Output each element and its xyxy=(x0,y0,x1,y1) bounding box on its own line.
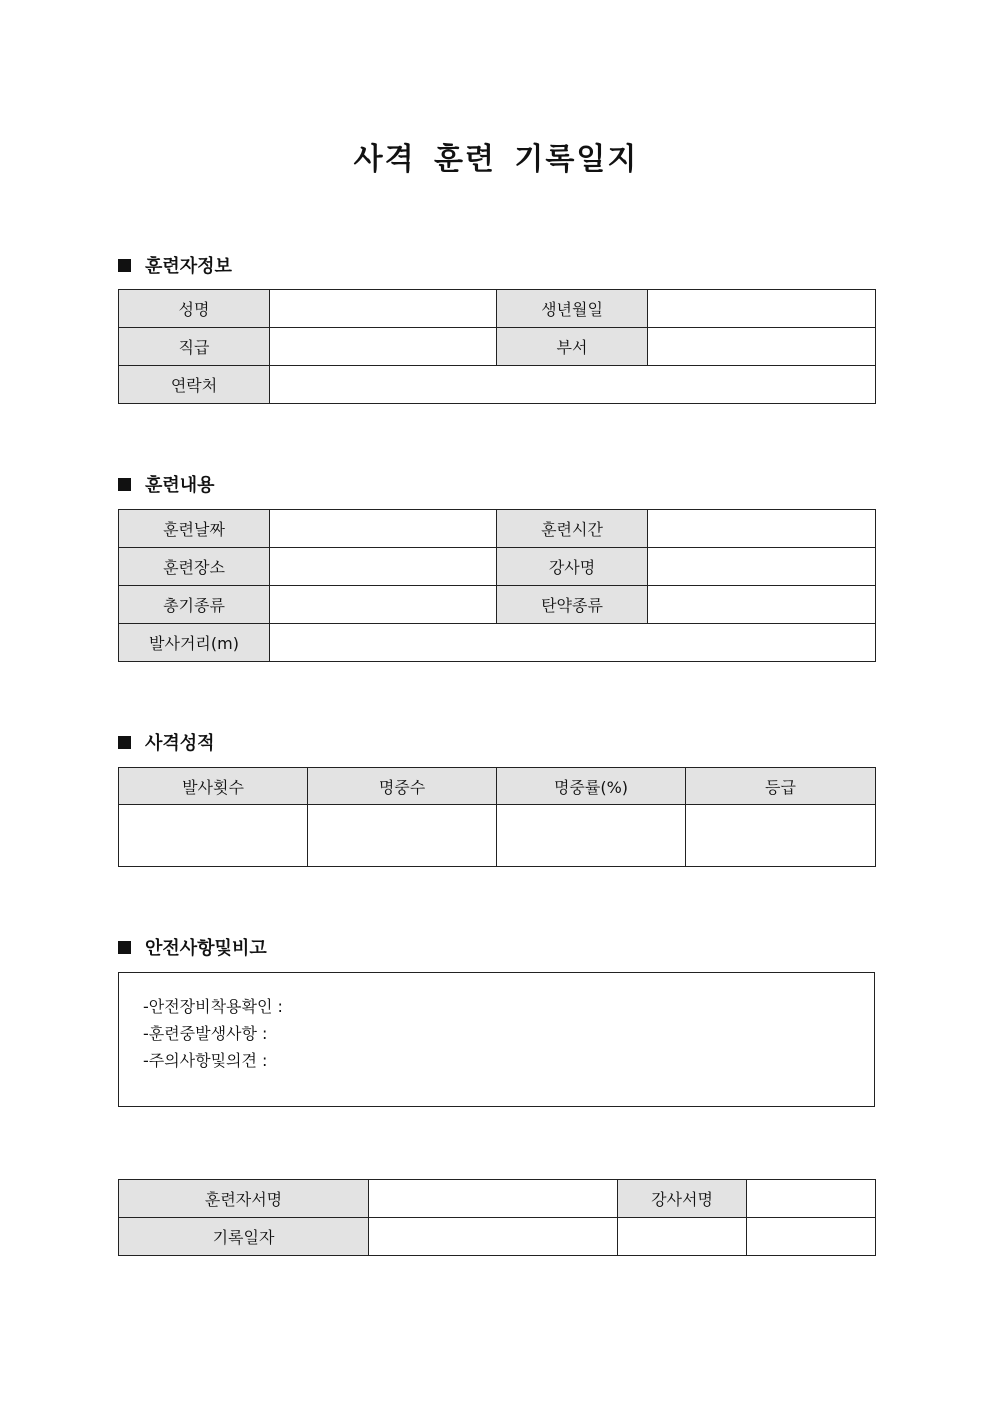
record-date-label: 기록일자 xyxy=(119,1218,369,1256)
ammo-type-field[interactable] xyxy=(648,586,876,624)
record-extra-field-1[interactable] xyxy=(618,1218,747,1256)
notes-textarea[interactable] xyxy=(118,972,875,1107)
notes-line-remarks: -주의사항및의견 : xyxy=(143,1051,268,1070)
rank-label: 직급 xyxy=(119,328,270,366)
grade-header: 등급 xyxy=(686,768,876,805)
instructor-signature-field[interactable] xyxy=(747,1180,876,1218)
section-heading-notes xyxy=(118,935,267,959)
section-heading-label: 사격성적 xyxy=(145,733,215,754)
record-date-field[interactable] xyxy=(369,1218,618,1256)
name-label: 성명 xyxy=(119,290,270,328)
birth-date-label: 생년월일 xyxy=(497,290,648,328)
trainee-info-table xyxy=(118,289,876,404)
firearm-type-field[interactable] xyxy=(270,586,497,624)
hits-header: 명중수 xyxy=(308,768,497,805)
notes-line-safety-gear: -안전장비착용확인 : xyxy=(143,997,283,1016)
firearm-type-label: 총기종류 xyxy=(119,586,270,624)
trainee-signature-label: 훈련자서명 xyxy=(119,1180,369,1218)
shots-fired-field[interactable] xyxy=(119,805,308,867)
grade-field[interactable] xyxy=(686,805,876,867)
square-bullet-icon xyxy=(118,941,131,954)
square-bullet-icon xyxy=(118,259,131,272)
section-heading-label: 훈련내용 xyxy=(145,475,215,496)
contact-field[interactable] xyxy=(270,366,876,404)
training-place-label: 훈련장소 xyxy=(119,548,270,586)
section-heading-trainee-info xyxy=(118,253,232,277)
training-place-field[interactable] xyxy=(270,548,497,586)
training-table xyxy=(118,509,876,662)
hit-rate-header: 명중률(%) xyxy=(497,768,686,805)
section-heading-training xyxy=(118,472,215,496)
name-field[interactable] xyxy=(270,290,497,328)
firing-distance-field[interactable] xyxy=(270,624,876,662)
square-bullet-icon xyxy=(118,478,131,491)
contact-label: 연락처 xyxy=(119,366,270,404)
hit-rate-field[interactable] xyxy=(497,805,686,867)
trainee-signature-field[interactable] xyxy=(369,1180,618,1218)
firing-distance-label: 발사거리(m) xyxy=(119,624,270,662)
training-time-field[interactable] xyxy=(648,510,876,548)
page-title: 사격 훈련 기록일지 xyxy=(353,142,639,177)
section-heading-results xyxy=(118,730,215,754)
section-heading-label: 훈련자정보 xyxy=(145,256,232,277)
rank-field[interactable] xyxy=(270,328,497,366)
training-time-label: 훈련시간 xyxy=(497,510,648,548)
section-heading-label: 안전사항및비고 xyxy=(145,938,267,959)
square-bullet-icon xyxy=(118,736,131,749)
birth-date-field[interactable] xyxy=(648,290,876,328)
signature-table xyxy=(118,1179,876,1256)
instructor-name-label: 강사명 xyxy=(497,548,648,586)
hits-field[interactable] xyxy=(308,805,497,867)
record-extra-field-2[interactable] xyxy=(747,1218,876,1256)
notes-line-incidents: -훈련중발생사항 : xyxy=(143,1024,268,1043)
training-date-field[interactable] xyxy=(270,510,497,548)
instructor-signature-label: 강사서명 xyxy=(618,1180,747,1218)
instructor-name-field[interactable] xyxy=(648,548,876,586)
ammo-type-label: 탄약종류 xyxy=(497,586,648,624)
department-field[interactable] xyxy=(648,328,876,366)
results-table xyxy=(118,767,876,867)
shots-fired-header: 발사횟수 xyxy=(119,768,308,805)
training-date-label: 훈련날짜 xyxy=(119,510,270,548)
department-label: 부서 xyxy=(497,328,648,366)
